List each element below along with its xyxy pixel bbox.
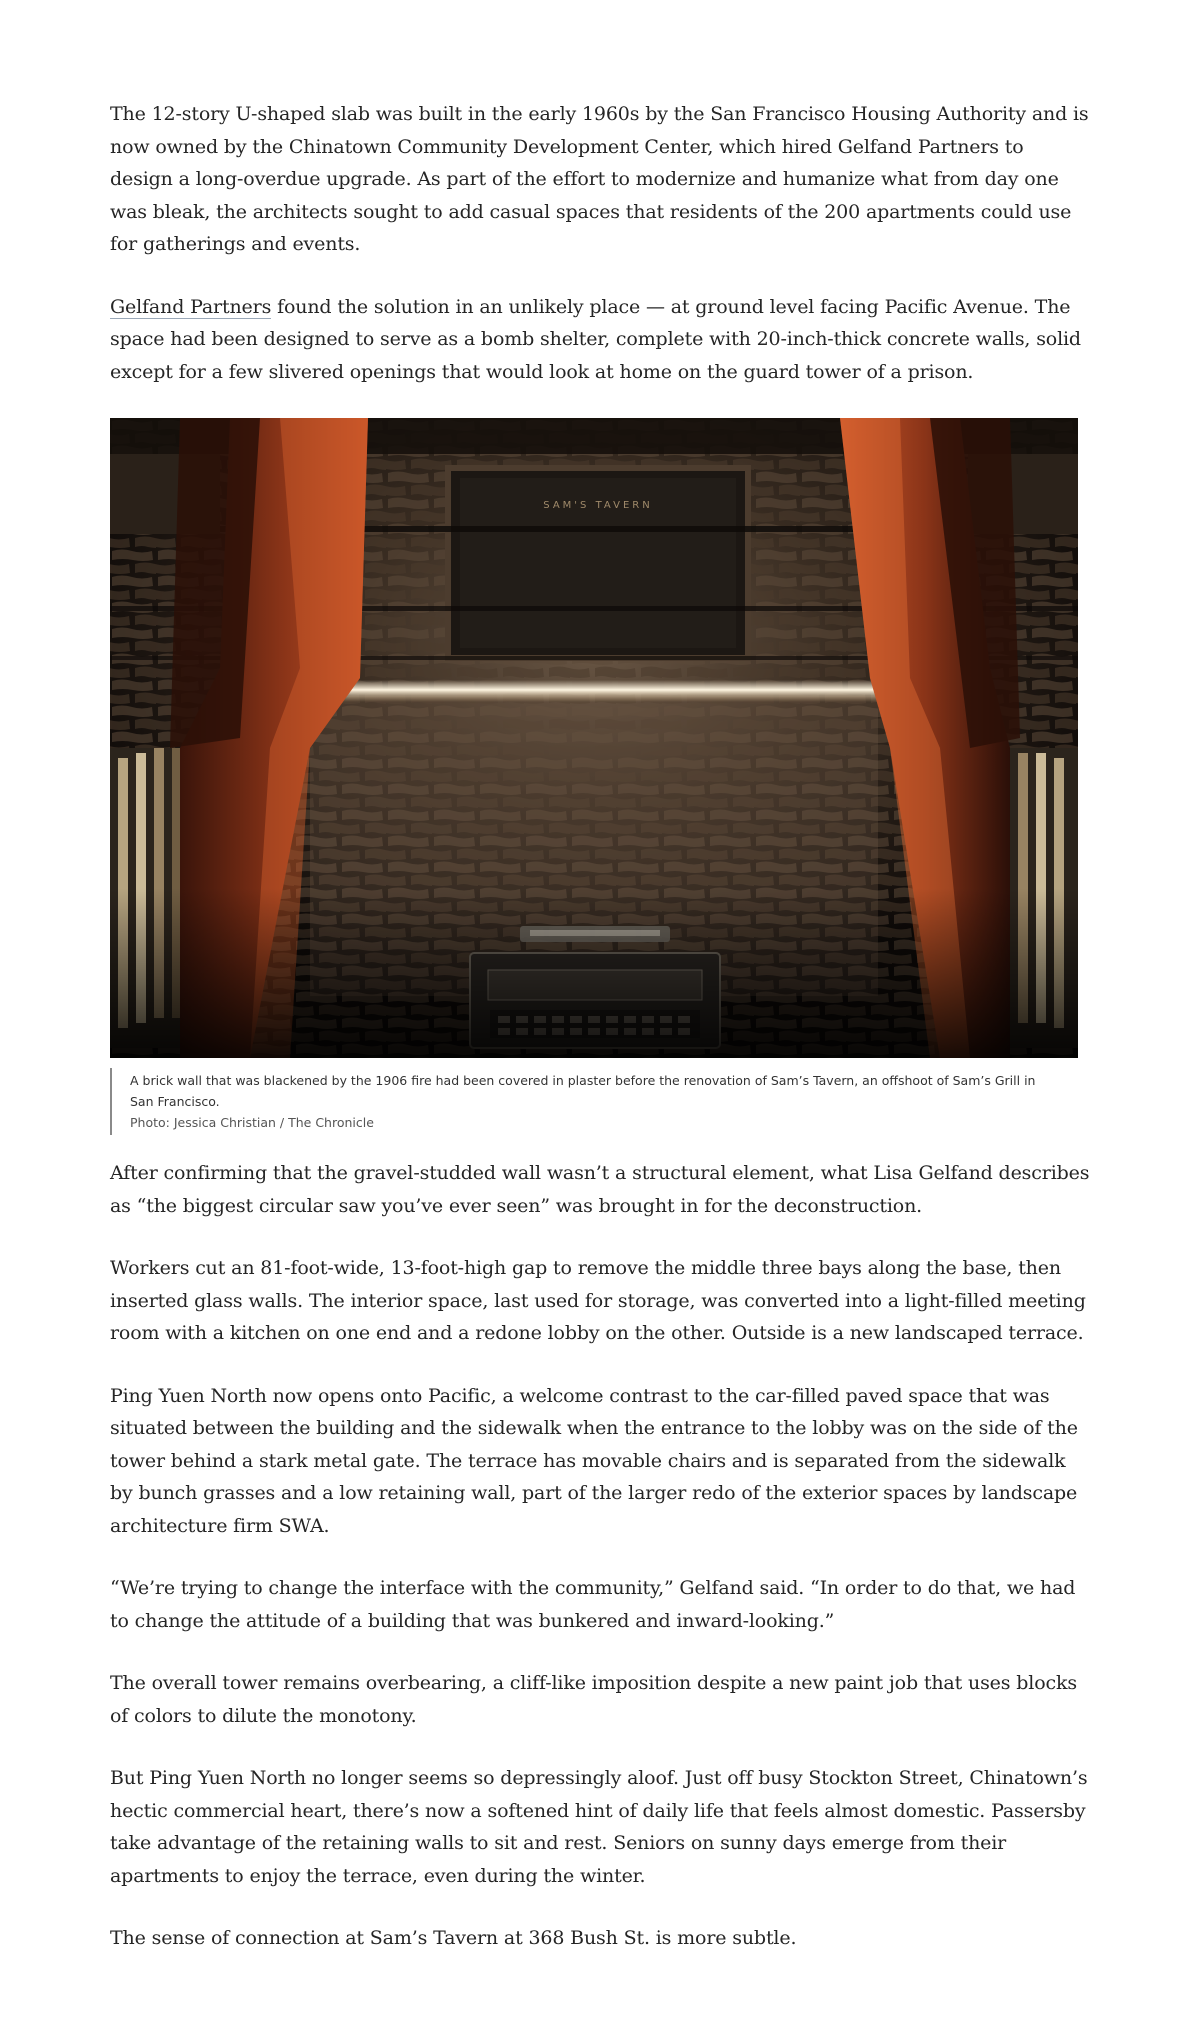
article-paragraph-with-link	[110, 291, 1090, 389]
article-photo[interactable]	[110, 418, 1078, 1058]
photo-credit: Photo: Jessica Christian / The Chronicle	[130, 1115, 374, 1130]
gelfand-partners-link[interactable]: Gelfand Partners	[110, 295, 272, 318]
article-paragraph: The overall tower remains overbearing, a cliff-like imposition despite a new paint job that uses blocks of colors to dilute the monotony.	[110, 1672, 1077, 1727]
paragraph-text: found the solution in an unlikely place — at ground level facing Pacific Avenue. The space had been designed to serve as a bomb shelter, complete with 20-inch-thick concrete walls, solid except for a few slivered openings that would look at home on the guard tower of a prison.	[110, 295, 1081, 383]
photo-caption	[110, 1068, 1060, 1135]
article-paragraph: But Ping Yuen North no longer seems so depressingly aloof. Just off busy Stockton Street, Chinatown’s hectic commercial heart, there’s now a softened hint of daily life that feels almost domestic. Passersby take advantage of the retaining walls to sit and rest. Seniors on sunny days emerge from their apartments to enjoy the terrace, even during the winter.	[110, 1767, 1088, 1887]
tavern-sign-text: SAM'S TAVERN	[543, 500, 653, 511]
article-paragraph: After confirming that the gravel-studded wall wasn’t a structural element, what Lisa Gelfand describes as “the biggest circular saw you’ve ever seen” was brought in for the deconstruction.	[110, 1162, 1090, 1217]
article-paragraph: The 12-story U-shaped slab was built in the early 1960s by the San Francisco Housing Authority and is now owned by the Chinatown Community Development Center, which hired Gelfand Partners to design a long-overdue upgrade. As part of the effort to modernize and humanize what from day one was bleak, the architects sought to add casual spaces that residents of the 200 apartments could use for gatherings and events.	[110, 103, 1089, 255]
sams-tavern-brick-wall-image	[110, 418, 1078, 1058]
article-paragraph: Workers cut an 81-foot-wide, 13-foot-high gap to remove the middle three bays along the base, then inserted glass walls. The interior space, last used for storage, was converted into a light-filled meeting room with a kitchen on one end and a redone lobby on the other. Outside is a new landscaped terrace.	[110, 1257, 1086, 1344]
article-paragraph: Ping Yuen North now opens onto Pacific, a welcome contrast to the car-filled paved space that was situated between the building and the sidewalk when the entrance to the lobby was on the side of the tower behind a stark metal gate. The terrace has movable chairs and is separated from the sidewalk by bunch grasses and a low retaining wall, part of the larger redo of the exterior spaces by landscape architecture firm SWA.	[110, 1384, 1078, 1537]
caption-text: A brick wall that was blackened by the 1906 fire had been covered in plaster before the renovation of Sam’s Tavern, an offshoot of Sam’s Grill in San Francisco.	[130, 1073, 1036, 1109]
article-paragraph: “We’re trying to change the interface with the community,” Gelfand said. “In order to do that, we had to change the attitude of a building that was bunkered and inward-looking.”	[110, 1577, 1076, 1632]
tavern-sign	[448, 468, 748, 658]
led-light-strip	[310, 680, 878, 702]
article-body	[110, 98, 1090, 1985]
article-paragraph: The sense of connection at Sam’s Tavern at 368 Bush St. is more subtle.	[110, 1927, 797, 1949]
